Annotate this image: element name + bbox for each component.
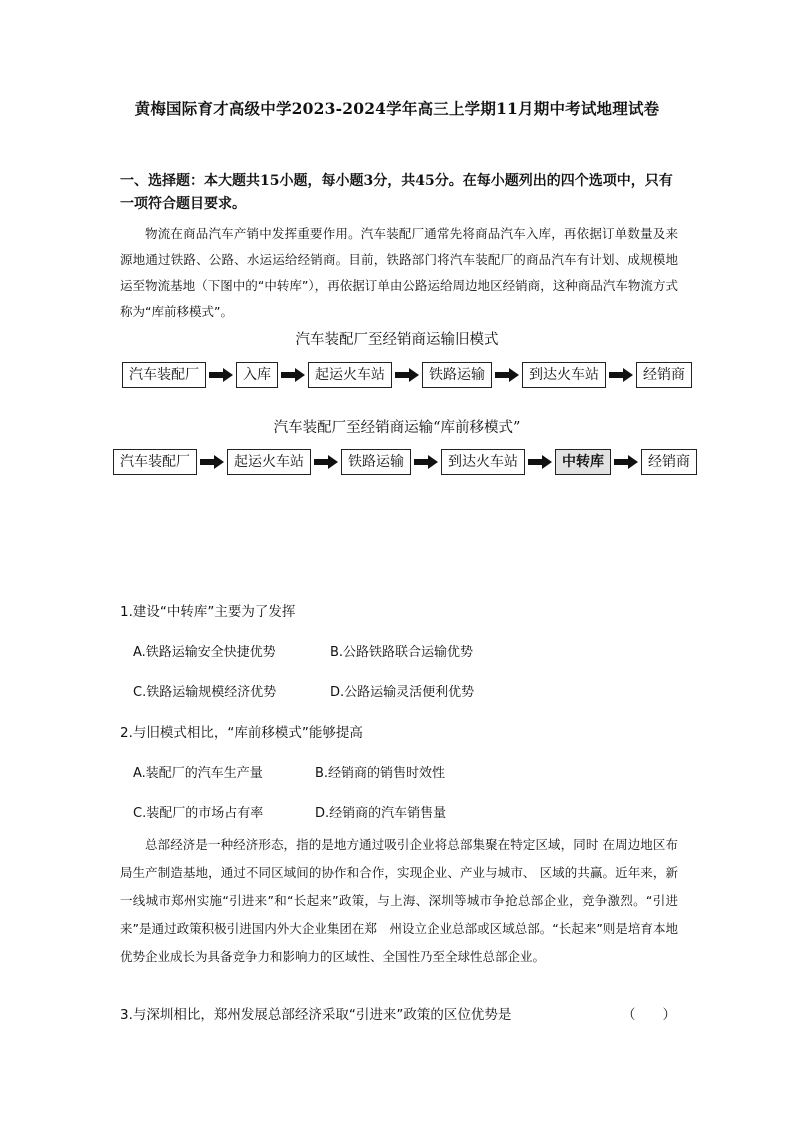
question-2-option-b: B.经销商的销售时效性 [315, 766, 446, 781]
flow-old-diagram [122, 362, 692, 388]
page-title: 黄梅国际育才高级中学2023-2024学年高三上学期11月期中考试地理试卷 [134, 99, 660, 118]
arrow-right-icon [395, 368, 419, 382]
question-2-option-a: A.装配厂的汽车生产量 [133, 766, 263, 781]
flow-old-step: 到达火车站 [522, 362, 606, 388]
question-1-option-b: B.公路铁路联合运输优势 [330, 645, 474, 660]
arrow-right-icon [614, 455, 638, 469]
section-heading: 一、选择题：本大题共15小题，每小题3分，共45分。在每小题列出的四个选项中，只有一项符合题目要求。 [120, 173, 673, 212]
passage-logistics: 物流在商品汽车产销中发挥重要作用。汽车装配厂通常先将商品汽车入库，再依据订单数量及来源地通过铁路、公路、水运运给经销商。目前，铁路部门将汽车装配厂的商品汽车有计划、成规模地运至物流基地（下图中的“中转库”），再依据订单由公路运给周边地区经销商，这种商品汽车物流方式称为“库前移模式”。 [120, 226, 678, 319]
question-1-option-c: C.铁路运输规模经济优势 [133, 685, 277, 700]
flow-old-step: 汽车装配厂 [122, 362, 206, 388]
question-1-option-a: A.铁路运输安全快捷优势 [133, 645, 276, 660]
arrow-right-icon [314, 455, 338, 469]
flow-old-step: 经销商 [636, 362, 692, 388]
flow-new-diagram [113, 449, 697, 475]
flow-new-step: 起运火车站 [227, 449, 311, 475]
answer-blank: （ ） [622, 1007, 676, 1023]
arrow-right-icon [281, 368, 305, 382]
flow-old-step: 入库 [236, 362, 278, 388]
flow-old-step: 铁路运输 [422, 362, 492, 388]
arrow-right-icon [495, 368, 519, 382]
flow-new-title: 汽车装配厂至经销商运输“库前移模式” [273, 420, 521, 436]
question-1-stem: 1.建设“中转库”主要为了发挥 [120, 604, 296, 620]
arrow-right-icon [209, 368, 233, 382]
question-2-option-d: D.经销商的汽车销售量 [315, 806, 447, 821]
flow-new-step: 汽车装配厂 [113, 449, 197, 475]
flow-new-step: 铁路运输 [341, 449, 411, 475]
flow-new-step: 到达火车站 [441, 449, 525, 475]
arrow-right-icon [200, 455, 224, 469]
question-2-stem: 2.与旧模式相比，“库前移模式”能够提高 [120, 725, 363, 741]
question-2-option-c: C.装配厂的市场占有率 [133, 806, 264, 821]
question-3-stem: 3.与深圳相比，郑州发展总部经济采取“引进来”政策的区位优势是 [120, 1007, 512, 1023]
flow-old-step: 起运火车站 [308, 362, 392, 388]
flow-old-title: 汽车装配厂至经销商运输旧模式 [295, 332, 499, 348]
arrow-right-icon [414, 455, 438, 469]
arrow-right-icon [609, 368, 633, 382]
question-1-option-d: D.公路运输灵活便利优势 [330, 685, 475, 700]
flow-new-step: 经销商 [641, 449, 697, 475]
flow-new-step-highlight: 中转库 [555, 449, 611, 475]
passage-headquarters-economy: 总部经济是一种经济形态，指的是地方通过吸引企业将总部集聚在特定区域，同时 在周边地区布局生产制造基地，通过不同区域间的协作和合作，实现企业、产业与城市、 区域的共赢。近年来，新一线城市郑州实施“引进来”和“长起来”政策，与上海、深圳等城市争抢总部企业，竞争激烈。“引进来”是通过政策积极引进国内外大企业集团在郑 州设立企业总部或区域总部。“长起来”则是培育本地优势企业成长为具备竞争力和影响力的区域性、全国性乃至全球性总部企业。 [120, 837, 678, 964]
arrow-right-icon [528, 455, 552, 469]
